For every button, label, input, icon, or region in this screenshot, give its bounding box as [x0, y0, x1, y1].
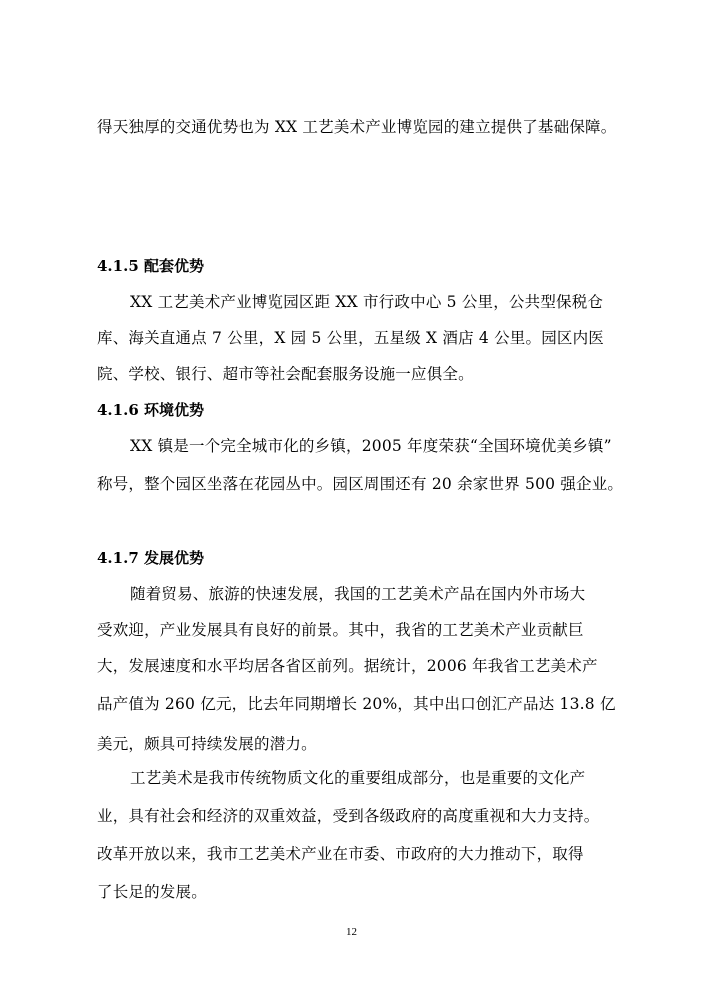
- section-heading-4-1-6: 4.1.6 环境优势: [97, 401, 204, 419]
- paragraph-line: 院、学校、银行、超市等社会配套服务设施一应俱全。: [97, 365, 474, 383]
- paragraph-line: 业，具有社会和经济的双重效益，受到各级政府的高度重视和大力支持。: [97, 807, 600, 825]
- paragraph-line: 称号，整个园区坐落在花园丛中。园区周围还有 20 余家世界 500 强企业。: [97, 475, 624, 493]
- section-heading-4-1-5: 4.1.5 配套优势: [97, 257, 204, 275]
- page-number: 12: [346, 926, 357, 938]
- paragraph-line: 美元，颇具可持续发展的潜力。: [97, 735, 317, 753]
- section-heading-4-1-7: 4.1.7 发展优势: [97, 549, 204, 567]
- paragraph-line: 改革开放以来，我市工艺美术产业在市委、市政府的大力推动下，取得: [97, 845, 584, 863]
- paragraph-line: 受欢迎，产业发展具有良好的前景。其中，我省的工艺美术产业贡献巨: [97, 621, 584, 639]
- paragraph-line: 大，发展速度和水平均居各省区前列。据统计，2006 年我省工艺美术产: [97, 657, 598, 675]
- paragraph-line: 了长足的发展。: [97, 883, 207, 901]
- paragraph-line: 工艺美术是我市传统物质文化的重要组成部分，也是重要的文化产: [130, 769, 586, 787]
- paragraph-line: XX 镇是一个完全城市化的乡镇，2005 年度荣获“全国环境优美乡镇”: [130, 437, 612, 455]
- paragraph-line: XX 工艺美术产业博览园区距 XX 市行政中心 5 公里，公共型保税仓: [130, 293, 604, 311]
- paragraph-line: 库、海关直通点 7 公里，X 园 5 公里，五星级 X 酒店 4 公里。园区内医: [97, 329, 604, 347]
- intro-paragraph-line: 得天独厚的交通优势也为 XX 工艺美术产业博览园的建立提供了基础保障。: [97, 118, 617, 136]
- paragraph-line: 品产值为 260 亿元，比去年同期增长 20%，其中出口创汇产品达 13.8 亿: [97, 695, 616, 713]
- paragraph-line: 随着贸易、旅游的快速发展，我国的工艺美术产品在国内外市场大: [130, 585, 586, 603]
